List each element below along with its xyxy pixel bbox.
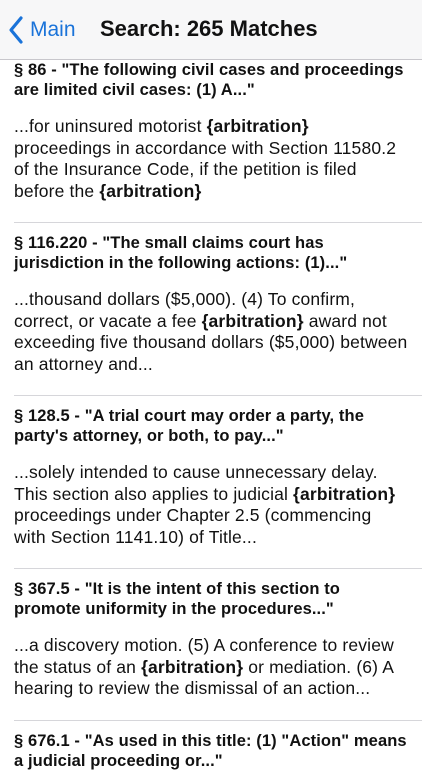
- result-heading: § 367.5 - "It is the intent of this section to promote uniformity in the procedures...": [14, 580, 340, 618]
- navigation-bar: [0, 0, 422, 60]
- result-item[interactable]: [0, 569, 422, 720]
- result-item[interactable]: [0, 60, 422, 222]
- search-results-list[interactable]: [0, 60, 422, 770]
- result-snippet: [14, 462, 408, 568]
- result-heading: § 116.220 - "The small claims court has jurisdiction in the following actions: (1)...": [14, 234, 348, 272]
- result-snippet: [14, 635, 408, 720]
- result-snippet: [14, 289, 408, 395]
- snippet-text: or mediation. (6) A hearing to review the dismissal of an action...: [14, 656, 394, 698]
- snippet-text: award not exceeding five thousand dollars ($5,000) between an attorney and...: [14, 310, 408, 374]
- result-item[interactable]: [0, 721, 422, 771]
- snippet-text: proceedings in accordance with Section 11580.2 of the Insurance Code, if the petition is filed before the: [14, 137, 397, 201]
- highlighted-term: {arbitration}: [201, 310, 304, 331]
- snippet-text: ...for uninsured motorist: [14, 116, 207, 136]
- result-snippet: [14, 116, 408, 222]
- highlighted-term: {arbitration}: [141, 656, 244, 677]
- result-heading: § 128.5 - "A trial court may order a party, the party's attorney, or both, to pay...": [14, 407, 364, 445]
- chevron-left-icon: [8, 16, 24, 44]
- page-title: Search: 265 Matches: [100, 16, 318, 41]
- back-button-label: Main: [30, 18, 76, 41]
- snippet-text: ...a discovery motion. (5) A conference to review the status of an: [14, 635, 394, 677]
- result-heading: § 676.1 - "As used in this title: (1) "Action" means a judicial proceeding or...": [14, 731, 407, 770]
- snippet-text: proceedings under Chapter 2.5 (commencing with Section 1141.10) of Title...: [14, 505, 372, 547]
- highlighted-term: {arbitration}: [99, 180, 202, 201]
- snippet-text: ...solely intended to cause unnecessary delay. This section also applies to judicial: [14, 462, 378, 504]
- back-button[interactable]: [8, 13, 76, 47]
- result-heading: § 86 - "The following civil cases and proceedings are limited civil cases: (1) A...": [14, 61, 404, 99]
- result-item[interactable]: [0, 223, 422, 395]
- snippet-text: ...thousand dollars ($5,000). (4) To confirm, correct, or vacate a fee: [14, 289, 356, 331]
- highlighted-term: {arbitration}: [206, 116, 309, 136]
- highlighted-term: {arbitration}: [293, 483, 396, 504]
- result-item[interactable]: [0, 396, 422, 568]
